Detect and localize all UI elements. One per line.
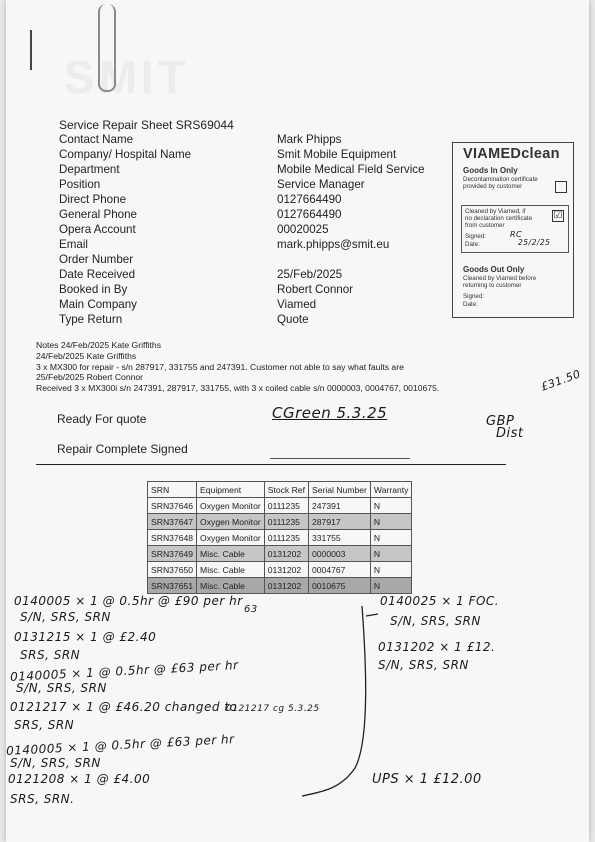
goods-in-heading: Goods In Only — [463, 166, 518, 175]
handwritten-bracket — [300, 600, 380, 800]
field-order-number: Order Number — [59, 253, 134, 266]
divider — [36, 464, 506, 465]
table-row: SRN37651 Misc. Cable 0131202 0010675 N — [148, 578, 412, 594]
field-booked-in-by: Booked in By Robert Connor — [59, 283, 354, 296]
stamp-brand: VIAMEDclean — [463, 146, 560, 162]
note-line: 3 x MX300 for repair - s/n 287917, 331755 and 247391. Customer not able to say what faults are — [36, 361, 404, 372]
handwritten-line: S/N, SRS, SRN — [10, 756, 101, 770]
column-header: Stock Ref — [264, 482, 308, 498]
handwritten-line: 0140005 × 1 @ 0.5hr @ £63 per hr — [9, 658, 239, 684]
field-opera-account: Opera Account 00020025 — [59, 223, 329, 236]
field-department: Department Mobile Medical Field Service — [59, 163, 425, 176]
handwritten-line: 0131202 × 1 £12. — [378, 640, 496, 654]
field-main-company: Main Company Viamed — [59, 298, 317, 311]
goods-out-date-label: Date: — [463, 301, 478, 308]
ready-signature: CGreen 5.3.25 — [272, 404, 388, 422]
signed-initials: RC — [510, 230, 523, 239]
field-company: Company/ Hospital Name Smit Mobile Equipment — [59, 148, 397, 161]
field-general-phone: General Phone 0127664490 — [59, 208, 342, 221]
field-email: Email mark.phipps@smit.eu — [59, 238, 390, 251]
viamed-clean-stamp — [452, 142, 574, 318]
repair-complete-label: Repair Complete Signed — [57, 442, 188, 456]
handwritten-line: 0140025 × 1 FOC. — [380, 594, 500, 608]
goods-out-heading: Goods Out Only — [463, 265, 525, 274]
handwritten-line: SRS, SRN. — [10, 792, 75, 806]
table-row: SRN37650 Misc. Cable 0131202 0004767 N — [148, 562, 412, 578]
handwritten-line: S/N, SRS, SRN — [20, 610, 111, 624]
equipment-table — [147, 481, 412, 594]
column-header: Warranty — [370, 482, 412, 498]
field-direct-phone: Direct Phone 0127664490 — [59, 193, 342, 206]
note-line: 25/Feb/2025 Robert Connor — [36, 372, 144, 383]
date-label: Date: — [465, 241, 480, 248]
note-line: Received 3 x MX300i s/n 247391, 287917, 331755, with 3 x coiled cable s/n 0000003, 0004767, 0010675. — [36, 383, 440, 394]
table-row: SRN37648 Oxygen Monitor 0111235 331755 N — [148, 530, 412, 546]
sheet-title: Service Repair Sheet SRS69044 — [59, 118, 234, 132]
goods-out-text: Cleaned by Viamed before returning to customer — [463, 275, 537, 289]
field-type-return: Type Return Quote — [59, 313, 309, 326]
paperclip-icon — [98, 4, 116, 92]
note-line: Notes 24/Feb/2025 Kate Griffiths — [36, 340, 161, 350]
cleaned-box — [461, 205, 569, 253]
stamp-date: 25/2/25 — [518, 238, 551, 247]
table-row: SRN37646 Oxygen Monitor 0111235 247391 N — [148, 498, 412, 514]
handwritten-line: 0140005 × 1 @ 0.5hr @ £90 per hr — [14, 594, 243, 608]
column-header: Equipment — [197, 482, 265, 498]
contact-fields — [59, 132, 449, 327]
ready-for-quote-label: Ready For quote — [57, 412, 147, 426]
handwritten-line: SRS, SRN — [20, 648, 81, 662]
handwritten-line: SRS, SRN — [14, 718, 75, 732]
field-position: Position Service Manager — [59, 178, 365, 191]
table-row: SRN37649 Misc. Cable 0131202 0000003 N — [148, 546, 412, 562]
gbp-annotation: GBP — [486, 414, 515, 429]
cleaned-checkmark-icon: ☑ — [553, 210, 563, 221]
handwritten-line: S/N, SRS, SRN — [378, 658, 469, 672]
paper-mark — [30, 30, 32, 70]
column-header: Serial Number — [308, 482, 370, 498]
signed-label: Signed: — [465, 233, 486, 240]
handwritten-line: 63 — [244, 604, 258, 615]
table-row: SRN37647 Oxygen Monitor 0111235 287917 N — [148, 514, 412, 530]
notes-section — [36, 340, 556, 394]
column-header: SRN — [148, 482, 197, 498]
dist-annotation: Dist — [496, 426, 524, 441]
handwritten-line: 0121208 × 1 @ £4.00 — [8, 772, 151, 786]
handwritten-line: 0140005 × 1 @ 0.5hr @ £63 per hr — [5, 732, 235, 758]
handwritten-line: S/N, SRS, SRN — [16, 681, 107, 695]
goods-out-signed-label: Signed: — [463, 293, 484, 300]
smit-logo-watermark: SMIT — [64, 51, 190, 103]
handwritten-line: 0121217 cg 5.3.25 — [226, 704, 320, 714]
price-annotation: £31.50 — [539, 367, 583, 394]
handwritten-line: 0121217 × 1 @ £46.20 changed to — [10, 700, 238, 714]
goods-in-text: Decontamination certificate provided by customer — [463, 176, 538, 190]
table-header-row — [148, 482, 412, 498]
goods-in-checkbox — [555, 181, 567, 193]
note-line: 24/Feb/2025 Kate Griffiths — [36, 350, 137, 361]
field-contact-name: Contact Name Mark Phipps — [59, 133, 342, 146]
handwritten-line: S/N, SRS, SRN — [390, 614, 481, 628]
field-date-received: Date Received 25/Feb/2025 — [59, 268, 343, 281]
repair-signature-line — [270, 458, 410, 459]
handwritten-line: 0131215 × 1 @ £2.40 — [14, 630, 157, 644]
handwritten-line: UPS × 1 £12.00 — [372, 772, 482, 787]
cleaned-text: Cleaned by Viamed, if no declaration certificate from customer — [465, 208, 533, 229]
